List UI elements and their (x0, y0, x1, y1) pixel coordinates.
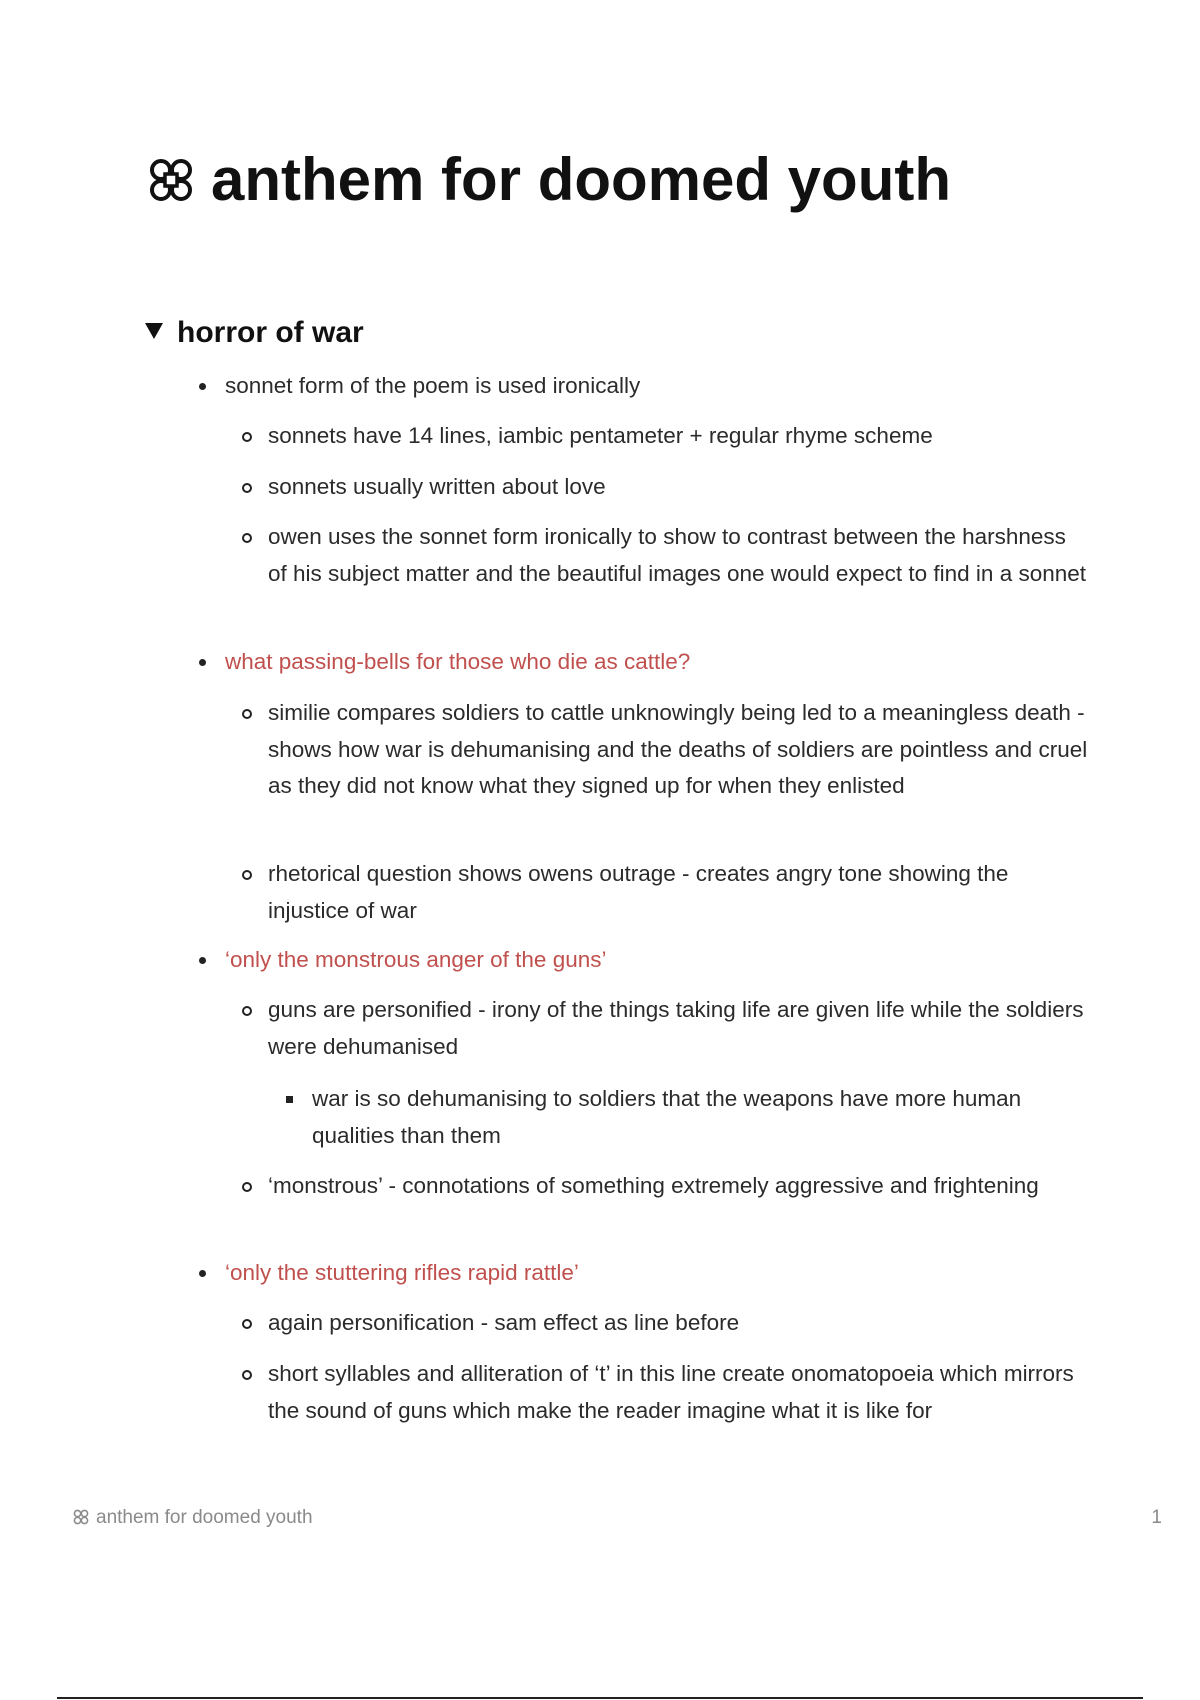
list-item-text: sonnet form of the poem is used ironically (225, 373, 641, 398)
list-item (268, 418, 1088, 455)
bullet-circle-icon (242, 709, 252, 719)
list-item-text: ‘monstrous’ - connotations of something extremely aggressive and frightening (268, 1173, 1039, 1198)
list-item-text: guns are personified - irony of the things taking life are given life while the soldiers were dehumanised (268, 997, 1084, 1059)
list-item (268, 1356, 1088, 1429)
list-item (268, 695, 1088, 805)
bullet-circle-icon (242, 483, 252, 493)
list-item-text: owen uses the sonnet form ironically to show to contrast between the harshness of his subject matter and the beautiful images one would expect to find in a sonnet (268, 524, 1087, 586)
footer-title (72, 1503, 313, 1536)
toggle-heading: horror of war (177, 316, 364, 349)
bullet-dot-icon (199, 383, 206, 390)
list-item-text: war is so dehumanising to soldiers that the weapons have more human qualities than them (312, 1086, 1022, 1148)
list-item-text: sonnets usually written about love (268, 474, 606, 499)
page-title-text: anthem for doomed youth (211, 146, 951, 213)
list-item-text: rhetorical question shows owens outrage - creates angry tone showing the injustice of war (268, 861, 1009, 923)
bullet-dot-icon (199, 957, 206, 964)
list-item-text: again personification - sam effect as line before (268, 1310, 740, 1335)
bullet-dot-icon (199, 659, 206, 666)
list-item (225, 1255, 1085, 1292)
bullet-square-icon (286, 1096, 293, 1103)
triangle-down-icon[interactable] (145, 323, 163, 339)
footer-title-text: anthem for doomed youth (96, 1507, 313, 1528)
list-item (268, 1168, 1088, 1205)
list-item (268, 469, 1088, 506)
list-item (225, 644, 1085, 681)
bullet-circle-icon (242, 432, 252, 442)
list-item (312, 1081, 1092, 1154)
list-item (268, 992, 1088, 1065)
list-item-text: short syllables and alliteration of ‘t’ in this line create onomatopoeia which mirrors the sound of guns which make the reader imagine what it is like for (268, 1361, 1074, 1423)
toggle-horror-of-war[interactable] (145, 313, 364, 353)
bullet-circle-icon (242, 1319, 252, 1329)
list-item (225, 368, 1085, 405)
flower-icon (72, 1506, 90, 1536)
list-item-text: ‘only the monstrous anger of the guns’ (225, 947, 607, 972)
page-title (145, 140, 951, 226)
bullet-circle-icon (242, 1370, 252, 1380)
list-item (268, 1305, 1088, 1342)
bullet-circle-icon (242, 1006, 252, 1016)
list-item-text: sonnets have 14 lines, iambic pentameter + regular rhyme scheme (268, 423, 933, 448)
list-item-text: what passing-bells for those who die as cattle? (225, 649, 691, 674)
flower-icon (145, 146, 197, 226)
page-divider (57, 1697, 1143, 1699)
list-item-text: similie compares soldiers to cattle unknowingly being led to a meaningless death - shows how war is dehumanising and the deaths of soldiers are pointless and cruel as they did not know what they signed up for when they enlisted (268, 700, 1088, 798)
bullet-circle-icon (242, 1182, 252, 1192)
bullet-circle-icon (242, 533, 252, 543)
list-item (225, 942, 1085, 979)
bullet-circle-icon (242, 870, 252, 880)
list-item (268, 519, 1088, 592)
list-item-text: ‘only the stuttering rifles rapid rattle’ (225, 1260, 579, 1285)
bullet-dot-icon (199, 1270, 206, 1277)
list-item (268, 856, 1088, 929)
page-number: 1 (1151, 1507, 1162, 1528)
